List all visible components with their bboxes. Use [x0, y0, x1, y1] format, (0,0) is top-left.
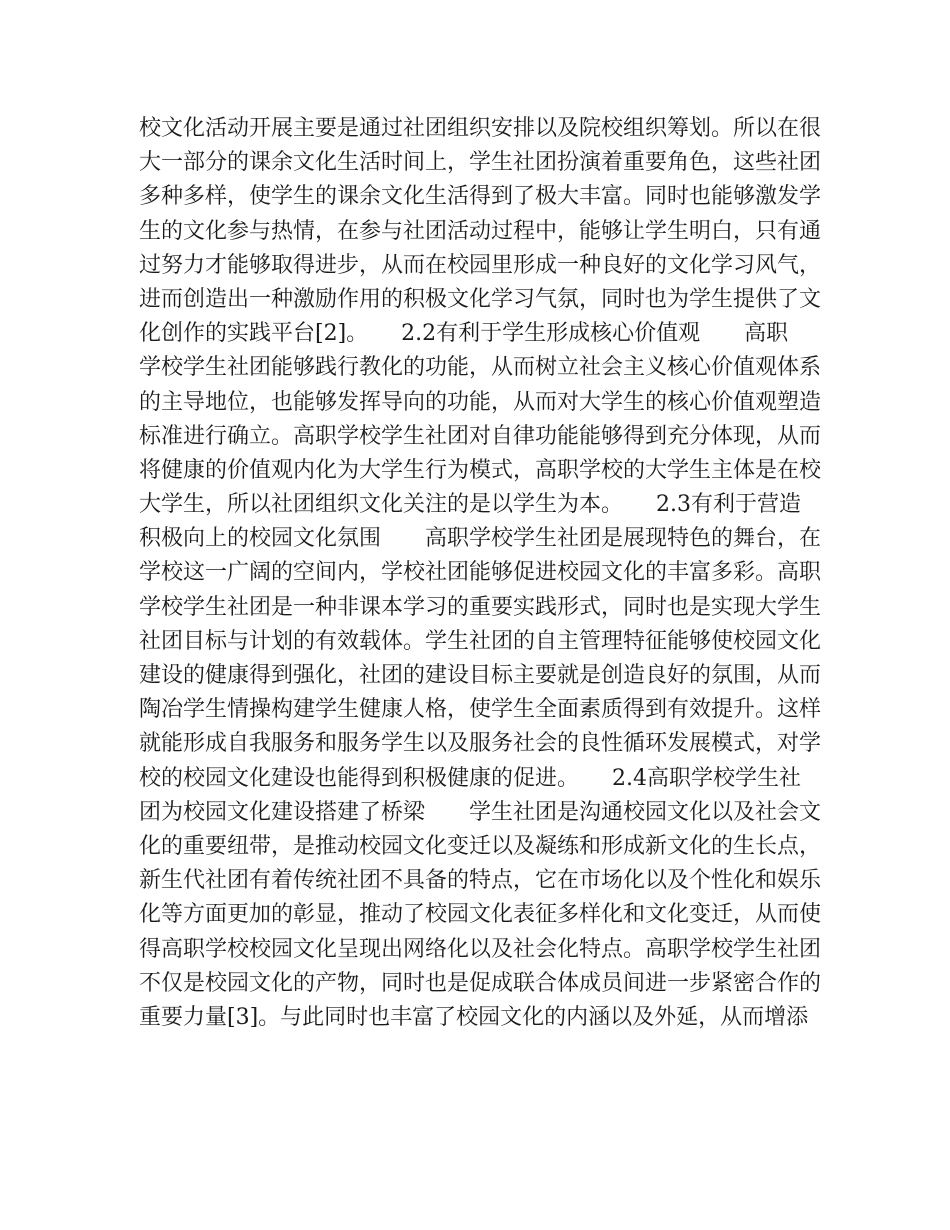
text-line: 不仅是校园文化的产物，同时也是促成联合体成员间进一步紧密合作的: [139, 970, 822, 996]
text-line: 过努力才能够取得进步，从而在校园里形成一种良好的文化学习风气，: [139, 252, 822, 278]
text-line: 化创作的实践平台[2]。 2.2有利于学生形成核心价值观 高职: [139, 321, 789, 347]
text-line: 生的文化参与热情，在参与社团活动过程中，能够让学生明白，只有通: [139, 218, 822, 244]
text-line: 建设的健康得到强化，社团的建设目标主要就是创造良好的氛围，从而: [139, 663, 822, 688]
text-line: 将健康的价值观内化为大学生行为模式，高职学校的大学生主体是在校: [139, 457, 822, 483]
text-line: 团为校园文化建设搭建了桥梁 学生社团是沟通校园文化以及社会文: [139, 799, 822, 825]
text-line: 化等方面更加的彰显，推动了校园文化表征多样化和文化变迁，从而使: [139, 902, 822, 928]
text-line: 学校学生社团能够践行教化的功能，从而树立社会主义核心价值观体系: [139, 355, 822, 381]
text-line: 学校这一广阔的空间内，学校社团能够促进校园文化的丰富多彩。高职: [139, 560, 822, 586]
text-line: 新生代社团有着传统社团不具备的特点，它在市场化以及个性化和娱乐: [139, 868, 822, 894]
text-line: 社团目标与计划的有效载体。学生社团的自主管理特征能够使校园文化: [139, 628, 822, 654]
body-text: [139, 112, 822, 1035]
text-line: 的主导地位，也能够发挥导向的功能，从而对大学生的核心价值观塑造: [139, 389, 822, 415]
text-line: 化的重要纽带，是推动校园文化变迁以及凝练和形成新文化的生长点，: [139, 833, 822, 859]
text-line: 标准进行确立。高职学校学生社团对自律功能能够得到充分体现，从而: [139, 423, 822, 449]
text-line: 大学生，所以社团组织文化关注的是以学生为本。 2.3有利于营造: [139, 492, 801, 518]
text-line: 多种多样，使学生的课余文化生活得到了极大丰富。同时也能够激发学: [139, 184, 822, 210]
text-line: 进而创造出一种激励作用的积极文化学习气氛，同时也为学生提供了文: [139, 286, 822, 312]
text-line: 就能形成自我服务和服务学生以及服务社会的良性循环发展模式，对学: [139, 731, 822, 757]
text-line: 积极向上的校园文化氛围 高职学校学生社团是展现特色的舞台，在: [139, 526, 822, 552]
text-line: 陶冶学生情操构建学生健康人格，使学生全面素质得到有效提升。这样: [139, 697, 822, 723]
text-line: 大一部分的课余文化生活时间上，学生社团扮演着重要角色，这些社团: [139, 150, 822, 176]
text-line: 校的校园文化建设也能得到积极健康的促进。 2.4高职学校学生社: [139, 765, 801, 791]
text-line: 得高职学校校园文化呈现出网络化以及社会化特点。高职学校学生社团: [139, 936, 822, 962]
text-line: 校文化活动开展主要是通过社团组织安排以及院校组织筹划。所以在很: [139, 116, 822, 141]
text-line: 学校学生社团是一种非课本学习的重要实践形式，同时也是实现大学生: [139, 594, 822, 620]
text-line: 重要力量[3]。与此同时也丰富了校园文化的内涵以及外延，从而增添: [139, 1004, 809, 1030]
